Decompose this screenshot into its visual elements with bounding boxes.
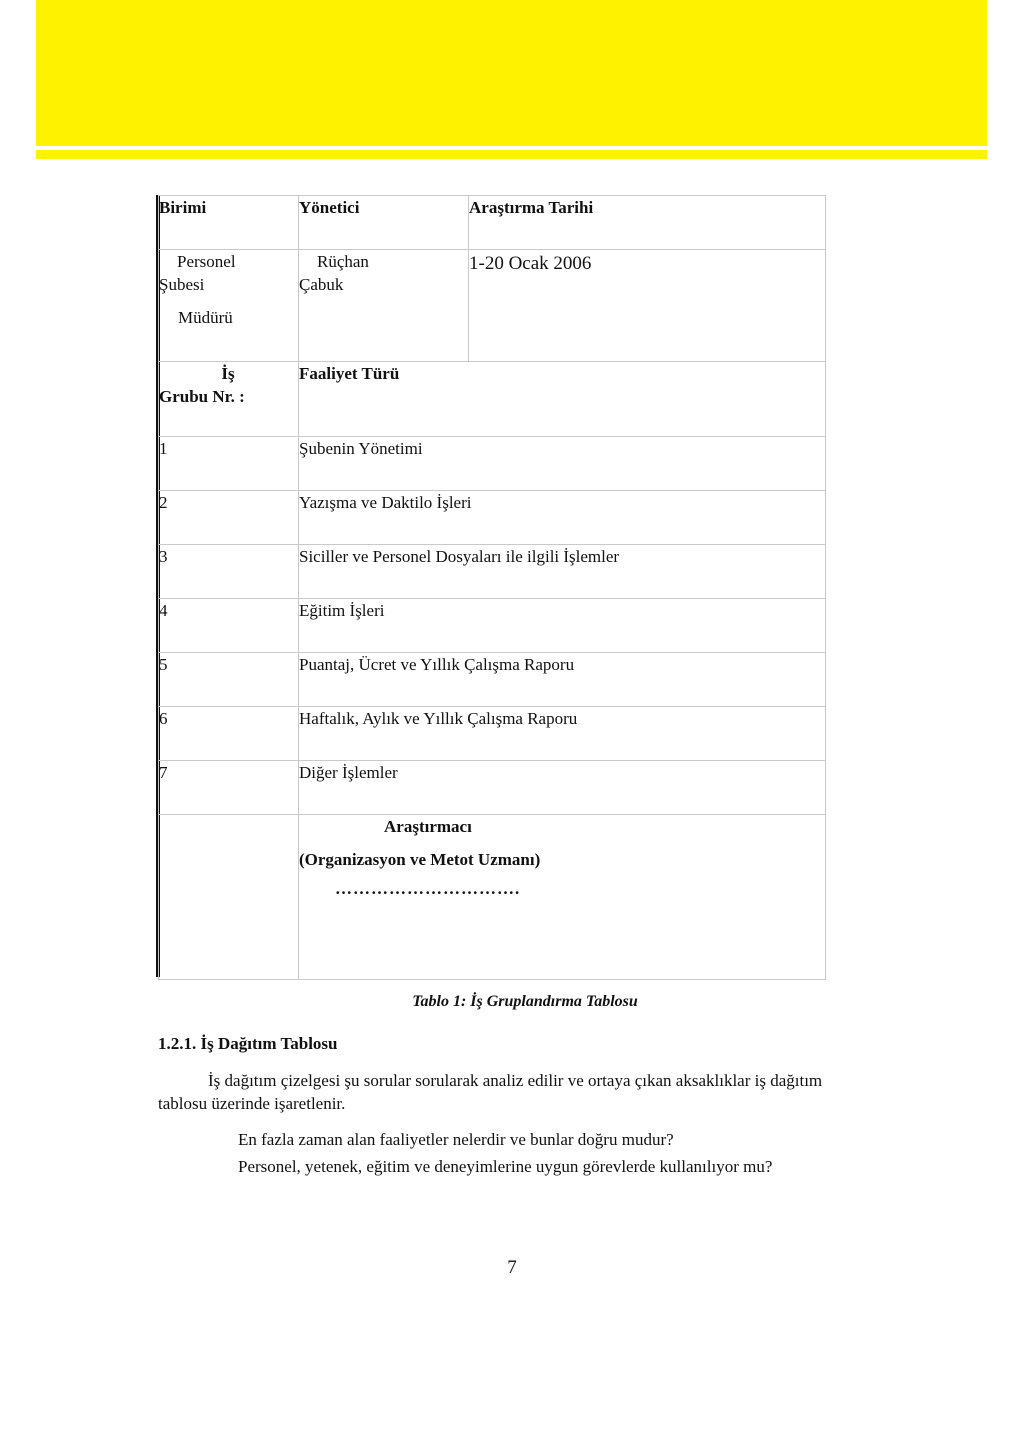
signature-cell xyxy=(299,815,826,980)
page-number: 7 xyxy=(507,1257,517,1278)
table-caption: Tablo 1: İş Gruplandırma Tablosu xyxy=(412,993,638,1010)
activity-name: Haftalık, Aylık ve Yıllık Çalışma Raporu xyxy=(299,707,826,761)
header-arastirma-tarihi: Araştırma Tarihi xyxy=(469,196,826,250)
question-item: Personel, yetenek, eğitim ve deneyimlerine uygun görevlerde kullanılıyor mu? xyxy=(238,1157,773,1176)
activity-name: Şubenin Yönetimi xyxy=(299,437,826,491)
table-row xyxy=(159,491,826,545)
activity-name: Eğitim İşleri xyxy=(299,599,826,653)
group-number: 6 xyxy=(159,707,299,761)
group-header-row xyxy=(159,362,826,437)
unit-cell xyxy=(159,250,299,362)
activity-name: Siciller ve Personel Dosyaları ile ilgili İşlemler xyxy=(299,545,826,599)
yellow-header-stripe xyxy=(36,150,987,159)
header-birimi: Birimi xyxy=(159,196,299,250)
question-item: En fazla zaman alan faaliyetler nelerdir ve bunlar doğru mudur? xyxy=(238,1130,674,1149)
section-heading: 1.2.1. İş Dağıtım Tablosu xyxy=(158,1034,338,1053)
table-row xyxy=(159,653,826,707)
researcher-title: Araştırmacı xyxy=(384,817,472,836)
group-number: 4 xyxy=(159,599,299,653)
yellow-header-banner xyxy=(36,0,987,146)
group-label-cell xyxy=(159,362,299,437)
researcher-subtitle: (Organizasyon ve Metot Uzmanı) xyxy=(299,850,541,869)
unit-line-2: Şubesi xyxy=(159,275,205,294)
table-row xyxy=(159,599,826,653)
unit-line-1: Personel xyxy=(177,252,236,271)
unit-line-3: Müdürü xyxy=(178,308,233,327)
group-label-line-2: Grubu Nr. : xyxy=(159,387,245,406)
table-row xyxy=(159,437,826,491)
group-number: 2 xyxy=(159,491,299,545)
activity-name: Puantaj, Ücret ve Yıllık Çalışma Raporu xyxy=(299,653,826,707)
grouping-table-grid xyxy=(158,195,826,980)
table-row xyxy=(159,545,826,599)
research-date: 1-20 Ocak 2006 xyxy=(469,253,592,274)
header-yonetici: Yönetici xyxy=(299,196,469,250)
table-row xyxy=(159,707,826,761)
signature-row xyxy=(159,815,826,980)
activity-name: Yazışma ve Daktilo İşleri xyxy=(299,491,826,545)
manager-line-2: Çabuk xyxy=(299,275,344,294)
activity-label: Faaliyet Türü xyxy=(299,362,826,437)
group-label-line-1: İş xyxy=(221,364,235,383)
group-number: 5 xyxy=(159,653,299,707)
manager-cell xyxy=(299,250,469,362)
group-number: 7 xyxy=(159,761,299,815)
group-number: 1 xyxy=(159,437,299,491)
unit-info-row xyxy=(159,250,826,362)
date-cell xyxy=(469,250,826,362)
manager-line-1: Rüçhan xyxy=(317,252,369,271)
work-grouping-table xyxy=(156,195,825,977)
signature-empty-cell xyxy=(159,815,299,980)
table-row xyxy=(159,761,826,815)
table-header-row xyxy=(159,196,826,250)
section-paragraph: İş dağıtım çizelgesi şu sorular sorularak analiz edilir ve ortaya çıkan aksaklıklar iş dağıtım tablosu üzerinde işaretlenir. xyxy=(158,1071,823,1113)
signature-line: …………………………. xyxy=(335,879,521,898)
group-number: 3 xyxy=(159,545,299,599)
activity-name: Diğer İşlemler xyxy=(299,761,826,815)
